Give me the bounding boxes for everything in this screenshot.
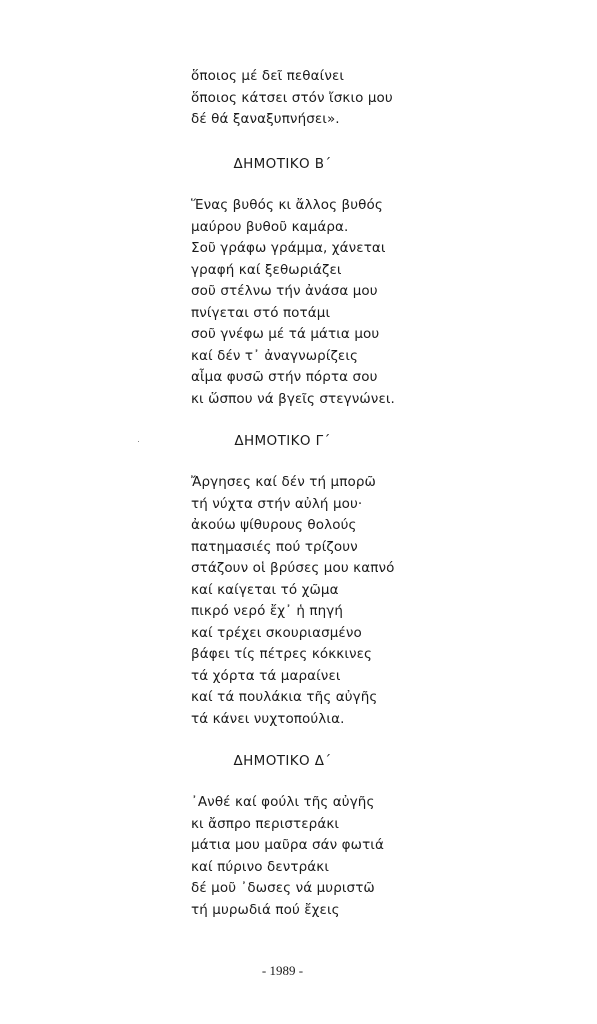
poem-heading-b: ΔΗΜΟΤΙΚΟ Β΄ — [233, 156, 332, 172]
poem-line: μαύρου βυθοῦ καμάρα. — [191, 218, 349, 235]
poem-line: δέ θά ξαναξυπνήσει». — [191, 111, 340, 127]
stanza-3 — [191, 472, 394, 730]
poem-line: πνίγεται στό ποτάμι — [191, 304, 331, 321]
stanza-1 — [191, 66, 393, 131]
poem-line: ὅποιος κάτσει στόν ἴσκιο μου — [191, 89, 393, 106]
poem-line: κι ἄσπρο περιστεράκι — [191, 815, 340, 832]
poem-line: ἀκούω ψίθυρους θολούς — [191, 517, 357, 533]
poem-line: πικρό νερό ἔχ᾽ ἡ πηγή — [191, 603, 344, 619]
poem-line: τά κάνει νυχτοπούλια. — [191, 710, 345, 727]
stanza-4 — [191, 792, 384, 921]
poem-line: πατημασιές πού τρίζουν — [191, 538, 358, 555]
page-number: - 1989 - — [261, 963, 304, 978]
poem-line: Σοῦ γράφω γράμμα, χάνεται — [191, 240, 386, 256]
poem-heading-d: ΔΗΜΟΤΙΚΟ Δ΄ — [233, 753, 332, 769]
poem-line: γραφή καί ξεθωριάζει — [191, 261, 342, 278]
poem-line: αἷμα φυσῶ στήν πόρτα σου — [191, 369, 378, 385]
poem-line: καί τρέχει σκουριασμένο — [191, 624, 362, 641]
poem-line: μάτια μου μαῦρα σάν φωτιά — [191, 837, 384, 853]
poem-line: ὅποιος μέ δεῖ πεθαίνει — [191, 68, 345, 84]
poem-line: δέ μοῦ ᾽δωσες νά μυριστῶ — [191, 880, 375, 896]
poem-line: βάφει τίς πέτρες κόκκινες — [191, 646, 373, 662]
poem-line: Ἄργησες καί δέν τή μπορῶ — [191, 474, 376, 490]
poem-line: καί πύρινο δεντράκι — [191, 858, 330, 875]
poem-line: τή μυρωδιά πού ἔχεις — [191, 901, 340, 918]
poem-line: τή νύχτα στήν αὐλή μου· — [191, 495, 363, 512]
poem-line: σοῦ στέλνω τήν ἀνάσα μου — [191, 283, 378, 299]
poem-line: καί καίγεται τό χῶμα — [191, 581, 339, 598]
poem-line: Ἕνας βυθός κι ἄλλος βυθός — [191, 197, 383, 213]
stanza-2 — [191, 195, 395, 410]
poem-line: στάζουν οἱ βρύσες μου καπνό — [191, 560, 395, 576]
scan-speck — [138, 441, 139, 442]
poem-line: σοῦ γνέφω μέ τά μάτια μου — [191, 326, 380, 342]
poem-line: ᾽Ανθέ καί φούλι τῆς αὐγῆς — [191, 794, 375, 810]
poem-line: κι ὥσπου νά βγεῖς στεγνώνει. — [191, 390, 395, 407]
poem-line: καί δέν τ᾽ ἀναγνωρίζεις — [191, 347, 359, 364]
poem-heading-g: ΔΗΜΟΤΙΚΟ Γ΄ — [234, 433, 331, 449]
poem-line: καί τά πουλάκια τῆς αὐγῆς — [191, 689, 378, 705]
poem-line: τά χόρτα τά μαραίνει — [191, 667, 341, 684]
